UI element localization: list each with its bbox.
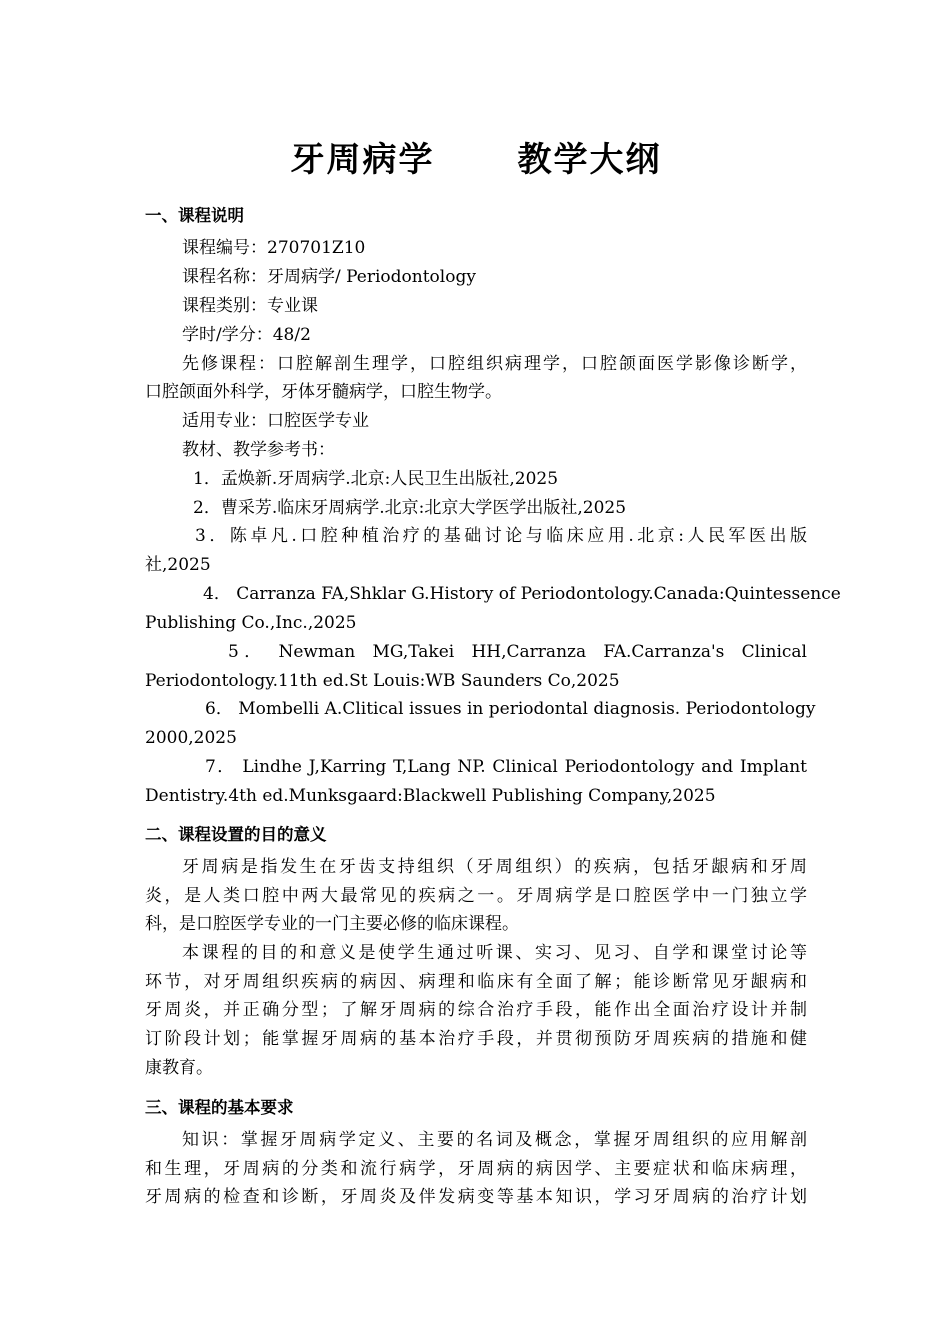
document-title: 牙周病学 教学大纲: [290, 140, 662, 180]
reference-5-word: MG,Takei: [372, 642, 455, 662]
purpose-paragraph-2-line-1: 本课程的目的和意义是使学生通过听课、实习、见习、自学和课堂讨论等: [182, 943, 807, 963]
reference-4-line-1: 4． Carranza FA,Shklar G.History of Periodontology.Canada:Quintessence: [203, 584, 841, 604]
reference-2: 2．曹采芳.临床牙周病学.北京:北京大学医学出版社,2025: [193, 498, 627, 518]
reference-1: 1．孟焕新.牙周病学.北京:人民卫生出版社,2025: [193, 469, 559, 489]
reference-7-line-2: Dentistry.4th ed.Munksgaard:Blackwell Publishing Company,2025: [145, 786, 716, 806]
applicable-major: 适用专业：口腔医学专业: [182, 411, 369, 431]
purpose-paragraph-2-line-5: 康教育。: [145, 1058, 213, 1078]
reference-3-line-1: 3．陈卓凡.口腔种植治疗的基础讨论与临床应用.北京:人民军医出版: [195, 526, 807, 546]
reference-5-word: Newman: [278, 642, 356, 662]
purpose-paragraph-1-line-2: 炎，是人类口腔中两大最常见的疾病之一。牙周病学是口腔医学中一门独立学: [145, 886, 807, 906]
textbooks-label: 教材、教学参考书：: [182, 440, 335, 460]
requirements-knowledge-line-3: 牙周病的检查和诊断，牙周炎及伴发病变等基本知识，学习牙周病的治疗计划: [145, 1187, 807, 1207]
purpose-paragraph-2-line-3: 牙周炎，并正确分型；了解牙周病的综合治疗手段，能作出全面治疗设计并制: [145, 1000, 807, 1020]
purpose-paragraph-2-line-2: 环节，对牙周组织疾病的病因、病理和临床有全面了解；能诊断常见牙龈病和: [145, 972, 807, 992]
reference-5-number: 5 ．: [228, 642, 262, 662]
prerequisites-line-2: 口腔颌面外科学，牙体牙髓病学，口腔生物学。: [145, 382, 502, 402]
reference-5-line-1: [228, 640, 807, 664]
reference-3-line-2: 社,2025: [145, 555, 211, 575]
reference-5-word: HH,Carranza: [471, 642, 587, 662]
reference-4-line-2: Publishing Co.,Inc.,2025: [145, 613, 357, 633]
course-type: 课程类别：专业课: [182, 296, 318, 316]
section-heading-course-description: 一、课程说明: [145, 206, 244, 225]
requirements-knowledge-line-1: 知识：掌握牙周病学定义、主要的名词及概念，掌握牙周组织的应用解剖: [182, 1130, 807, 1150]
reference-5-word: FA.Carranza's: [603, 642, 725, 662]
course-name: 课程名称：牙周病学/ Periodontology: [182, 267, 476, 287]
prerequisites-line-1: 先修课程：口腔解剖生理学，口腔组织病理学，口腔颌面医学影像诊断学，: [182, 354, 807, 374]
reference-6-line-1: 6． Mombelli A.Clitical issues in periodontal diagnosis. Periodontology: [205, 699, 816, 719]
requirements-knowledge-line-2: 和生理，牙周病的分类和流行病学，牙周病的病因学、主要症状和临床病理，: [145, 1159, 807, 1179]
reference-5-word: Clinical: [741, 642, 807, 662]
purpose-paragraph-1-line-1: 牙周病是指发生在牙齿支持组织（牙周组织）的疾病，包括牙龈病和牙周: [182, 857, 807, 877]
purpose-paragraph-1-line-3: 科，是口腔医学专业的一门主要必修的临床课程。: [145, 914, 519, 934]
section-heading-purpose: 二、课程设置的目的意义: [145, 825, 327, 844]
reference-7-line-1: 7． Lindhe J,Karring T,Lang NP. Clinical Periodontology and Implant: [205, 757, 807, 777]
course-code: 课程编号：270701Z10: [182, 238, 366, 258]
reference-6-line-2: 2000,2025: [145, 728, 237, 748]
reference-5-line-2: Periodontology.11th ed.St Louis:WB Saunders Co,2025: [145, 671, 620, 691]
purpose-paragraph-2-line-4: 订阶段计划；能掌握牙周病的基本治疗手段，并贯彻预防牙周疾病的措施和健: [145, 1029, 807, 1049]
course-hours: 学时/学分：48/2: [182, 325, 311, 345]
section-heading-requirements: 三、课程的基本要求: [145, 1098, 294, 1117]
